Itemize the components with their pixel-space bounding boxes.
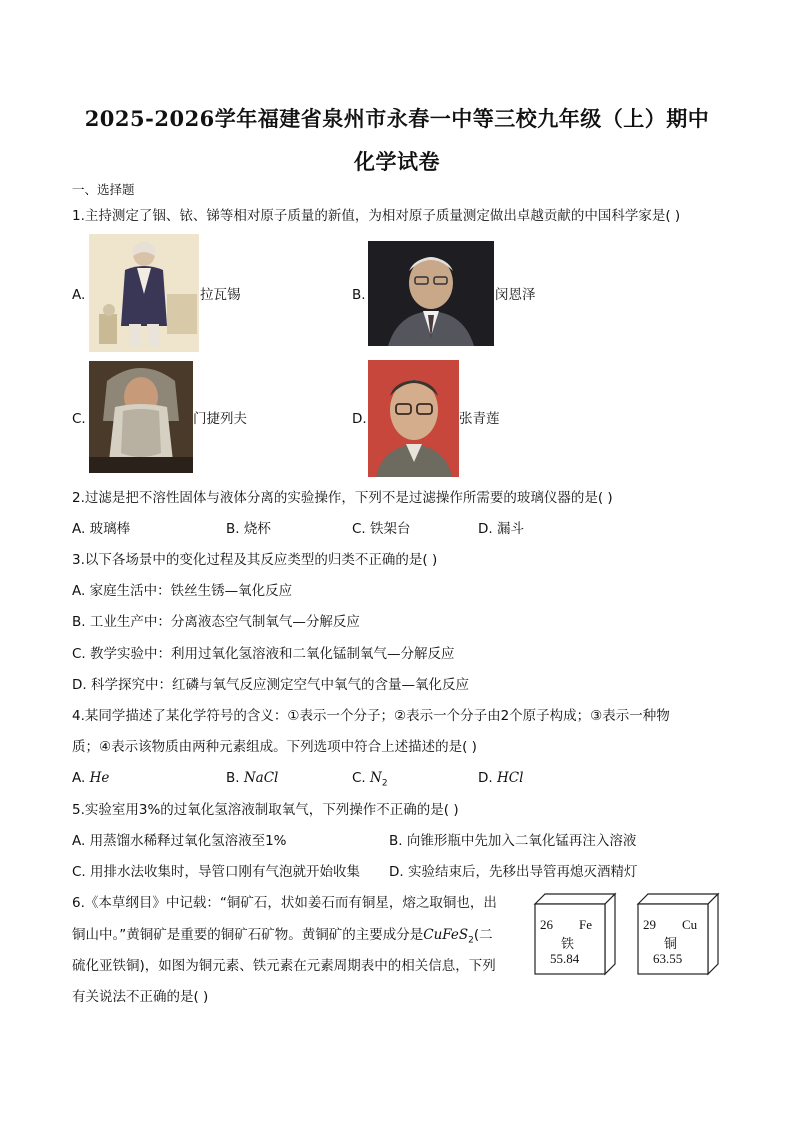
q6-formula-subscript: 2 bbox=[468, 935, 474, 946]
question-6-line1: 6.《本草纲目》中记载：“铜矿石，状如姜石而有铜星，熔之取铜也，出 bbox=[72, 895, 497, 911]
q3-option-b: B. 工业生产中：分离液态空气制氧气—分解反应 bbox=[72, 614, 360, 630]
q4-option-a bbox=[72, 769, 109, 787]
q1-option-b-name: 闵恩泽 bbox=[495, 287, 536, 303]
q1-option-c-letter: C. bbox=[72, 411, 86, 427]
q2-option-a: A. 玻璃棒 bbox=[72, 521, 131, 537]
q5-option-c: C. 用排水法收集时，导管口刚有气泡就开始收集 bbox=[72, 864, 361, 880]
q2-option-c: C. 铁架台 bbox=[352, 521, 411, 537]
mendeleev-portrait-image bbox=[89, 361, 193, 473]
question-3-stem: 3.以下各场景中的变化过程及其反应类型的归类不正确的是( ) bbox=[72, 552, 438, 568]
q4-option-a-formula: He bbox=[89, 770, 110, 786]
min-enze-portrait-image bbox=[368, 241, 494, 346]
element-cell-iron bbox=[533, 892, 617, 976]
lavoisier-portrait-image bbox=[89, 234, 199, 352]
q4-option-c bbox=[352, 769, 388, 793]
q3-option-d: D. 科学探究中：红磷与氧气反应测定空气中氧气的含量—氧化反应 bbox=[72, 677, 469, 693]
element-cell-copper bbox=[636, 892, 720, 976]
q4-option-b-formula: NaCl bbox=[243, 770, 279, 786]
q1-option-a-name: 拉瓦锡 bbox=[200, 287, 241, 303]
q4-option-c-subscript: 2 bbox=[381, 778, 388, 789]
q4-option-c-letter: C. bbox=[352, 770, 366, 786]
q3-option-c: C. 教学实验中：利用过氧化氢溶液和二氧化锰制氧气—分解反应 bbox=[72, 646, 455, 662]
page-subtitle: 化学试卷 bbox=[354, 149, 440, 174]
q5-option-d: D. 实验结束后，先移出导管再熄灭酒精灯 bbox=[389, 864, 638, 880]
q2-option-d: D. 漏斗 bbox=[478, 521, 524, 537]
iron-name: 铁 bbox=[561, 937, 575, 952]
q4-option-c-formula: N bbox=[370, 770, 382, 786]
q1-option-b-letter: B. bbox=[352, 287, 366, 303]
iron-symbol: Fe bbox=[579, 917, 592, 932]
q5-option-b: B. 向锥形瓶中先加入二氧化锰再注入溶液 bbox=[389, 833, 637, 849]
q4-option-d-formula: HCl bbox=[496, 770, 524, 786]
question-4-stem-line2: 质；④表示该物质由两种元素组成。下列选项中符合上述描述的是( ) bbox=[72, 739, 477, 755]
copper-atomic-number: 29 bbox=[643, 917, 656, 932]
q4-option-a-letter: A. bbox=[72, 770, 86, 786]
question-6-line2 bbox=[72, 926, 493, 950]
question-6-line4: 有关说法不正确的是( ) bbox=[72, 989, 209, 1005]
q4-option-b bbox=[226, 769, 278, 787]
q1-option-c-name: 门捷列夫 bbox=[193, 411, 247, 427]
copper-name: 铜 bbox=[664, 937, 678, 952]
iron-atomic-number: 26 bbox=[540, 917, 553, 932]
question-4-stem-line1: 4.某同学描述了某化学符号的含义：①表示一个分子；②表示一个分子由2个原子构成；③表示一种物 bbox=[72, 708, 670, 724]
question-1-stem: 1.主持测定了铟、铱、锑等相对原子质量的新值，为相对原子质量测定做出卓越贡献的中国科学家是( ) bbox=[72, 208, 681, 224]
q3-option-a: A. 家庭生活中：铁丝生锈—氧化反应 bbox=[72, 583, 293, 599]
q1-option-a-letter: A. bbox=[72, 287, 86, 303]
q6-line2-text-a: 铜山中。”黄铜矿是重要的铜矿石矿物。黄铜矿的主要成分是 bbox=[72, 927, 424, 943]
section-heading: 一、选择题 bbox=[72, 182, 135, 197]
q6-formula: CuFeS bbox=[423, 927, 469, 943]
q1-option-d-letter: D. bbox=[352, 411, 367, 427]
page-title: 2025-2026学年福建省泉州市永春一中等三校九年级（上）期中 bbox=[84, 106, 710, 131]
q4-option-b-letter: B. bbox=[226, 770, 240, 786]
question-2-stem: 2.过滤是把不溶性固体与液体分离的实验操作，下列不是过滤操作所需要的玻璃仪器的是( ) bbox=[72, 490, 613, 506]
copper-atomic-mass: 63.55 bbox=[653, 951, 683, 966]
zhang-qinglian-portrait-image bbox=[368, 360, 459, 477]
q6-line2-text-b: (二 bbox=[473, 927, 493, 943]
question-6-line3: 硫化亚铁铜)，如图为铜元素、铁元素在元素周期表中的相关信息，下列 bbox=[72, 958, 496, 974]
q4-option-d-letter: D. bbox=[478, 770, 493, 786]
question-5-stem: 5.实验室用3%的过氧化氢溶液制取氧气，下列操作不正确的是( ) bbox=[72, 802, 459, 818]
q4-option-d bbox=[478, 769, 523, 787]
q1-option-d-name: 张青莲 bbox=[459, 411, 500, 427]
iron-atomic-mass: 55.84 bbox=[550, 951, 580, 966]
q2-option-b: B. 烧杯 bbox=[226, 521, 271, 537]
q5-option-a: A. 用蒸馏水稀释过氧化氢溶液至1% bbox=[72, 833, 287, 849]
copper-symbol: Cu bbox=[682, 917, 698, 932]
